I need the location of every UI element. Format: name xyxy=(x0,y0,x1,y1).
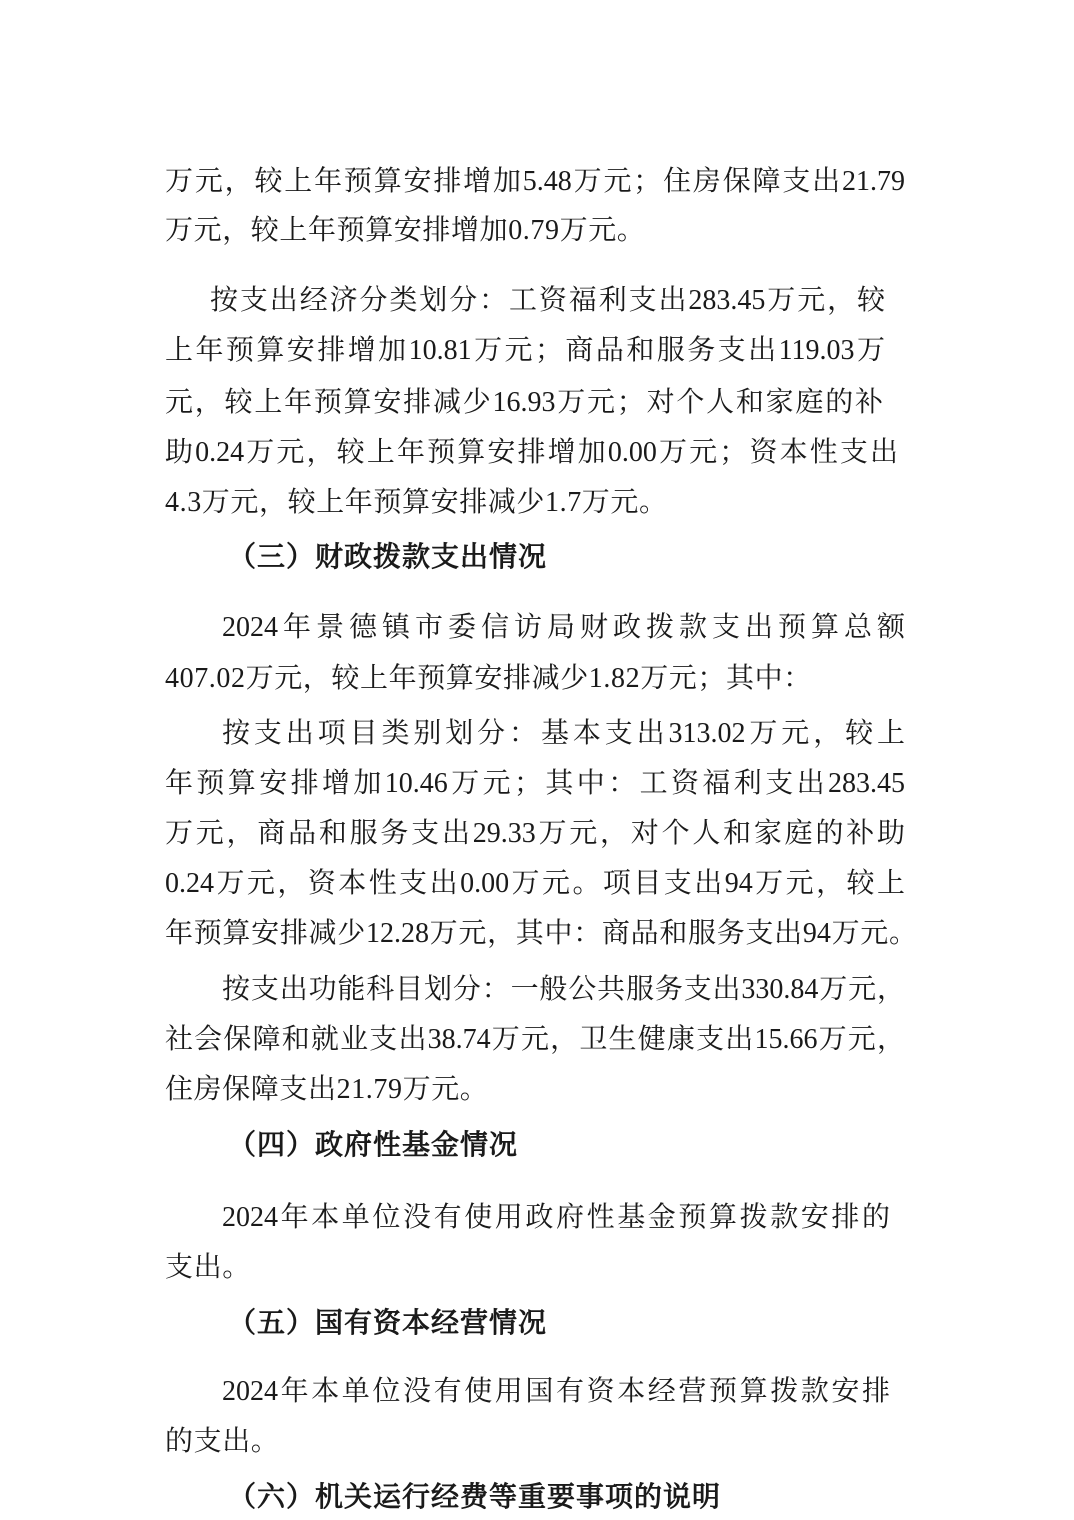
paragraph-line: 元，较上年预算安排减少16.93万元；对个人和家庭的补 xyxy=(165,387,883,418)
paragraph-line: 住房保障支出21.79万元。 xyxy=(165,1074,489,1105)
paragraph-line: 按支出项目类别划分：基本支出313.02万元，较上 xyxy=(222,718,905,749)
section-heading: （四）政府性基金情况 xyxy=(228,1128,519,1161)
paragraph-line: 万元，商品和服务支出29.33万元，对个人和家庭的补助 xyxy=(165,818,905,849)
section-heading: （五）国有资本经营情况 xyxy=(228,1306,548,1339)
section-heading: （六）机关运行经费等重要事项的说明 xyxy=(228,1480,722,1513)
paragraph-line: 按支出经济分类划分：工资福利支出283.45万元，较 xyxy=(210,285,885,316)
paragraph-line: 年预算安排增加10.46万元；其中：工资福利支出283.45 xyxy=(165,768,905,799)
paragraph-line: 2024年本单位没有使用政府性基金预算拨款安排的 xyxy=(222,1202,890,1233)
paragraph-line: 上年预算安排增加10.81万元；商品和服务支出119.03万 xyxy=(165,335,885,366)
paragraph-line: 支出。 xyxy=(165,1252,251,1283)
paragraph-line: 按支出功能科目划分：一般公共服务支出330.84万元， xyxy=(222,974,905,1005)
paragraph-line: 2024年本单位没有使用国有资本经营预算拨款安排 xyxy=(222,1376,890,1407)
paragraph-line: 4.3万元，较上年预算安排减少1.7万元。 xyxy=(165,487,668,518)
paragraph-line: 年预算安排减少12.28万元，其中：商品和服务支出94万元。 xyxy=(165,918,917,949)
paragraph-line: 2024年景德镇市委信访局财政拨款支出预算总额 xyxy=(222,612,905,643)
section-heading: （三）财政拨款支出情况 xyxy=(228,540,548,573)
paragraph-line: 万元，较上年预算安排增加5.48万元；住房保障支出21.79 xyxy=(165,166,905,197)
paragraph-line: 社会保障和就业支出38.74万元，卫生健康支出15.66万元， xyxy=(165,1024,905,1055)
paragraph-line: 0.24万元，资本性支出0.00万元。项目支出94万元，较上 xyxy=(165,868,905,899)
paragraph-line: 万元，较上年预算安排增加0.79万元。 xyxy=(165,215,646,246)
paragraph-line: 的支出。 xyxy=(165,1426,280,1457)
paragraph-line: 助0.24万元，较上年预算安排增加0.00万元；资本性支出 xyxy=(165,437,898,468)
paragraph-line: 407.02万元，较上年预算安排减少1.82万元；其中： xyxy=(165,663,812,694)
